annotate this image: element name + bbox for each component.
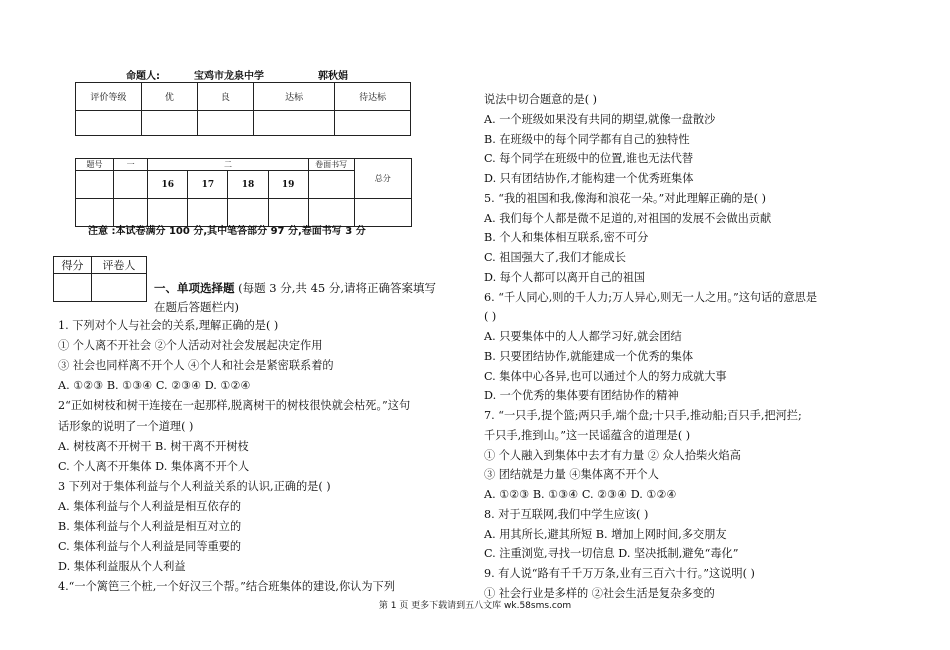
grade-header-cell: 评价等级 — [76, 83, 142, 111]
question-line: D. 每个人都可以离开自己的祖国 — [484, 270, 646, 284]
author-label: 命题人: — [126, 71, 160, 82]
grade-table — [75, 82, 411, 136]
score-table — [75, 158, 412, 227]
score-cell: 19 — [268, 171, 308, 199]
grade-header-cell: 待达标 — [335, 83, 411, 111]
question-line: ① 个人融入到集体中去才有力量 ② 众人拾柴火焰高 — [484, 448, 741, 462]
grader-score-label: 得分 — [54, 257, 92, 274]
exam-note: 注意 :本试卷满分 100 分,其中笔答部分 97 分,卷面书写 3 分 — [88, 226, 366, 237]
score-cell — [114, 171, 148, 199]
question-line: A. 我们每个人都是微不足道的,对祖国的发展不会做出贡献 — [484, 211, 772, 225]
question-line: A. 用其所长,避其所短 B. 增加上网时间,多交朋友 — [484, 527, 727, 541]
question-line: 1. 下列对个人与社会的关系,理解正确的是( ) — [58, 319, 279, 332]
question-line: D. 一个优秀的集体要有团结协作的精神 — [484, 389, 679, 403]
page-footer: 第 1 页 更多下载请到五八文库 wk.58sms.com — [378, 601, 572, 611]
score-cell: 17 — [188, 171, 228, 199]
score-cell: 18 — [228, 171, 268, 199]
question-line: 2“正如树枝和树干连接在一起那样,脱离树干的树枝很快就会枯死。”这句 — [58, 399, 411, 413]
grader-box — [53, 256, 147, 302]
question-line: C. 每个同学在班级中的位置,谁也无法代替 — [484, 152, 694, 166]
question-line: 8. 对于互联网,我们中学生应该( ) — [484, 507, 649, 521]
question-line: A. ①②③ B. ①③④ C. ②③④ D. ①②④ — [58, 379, 251, 393]
question-line: B. 在班级中的每个同学都有自己的独特性 — [484, 132, 690, 146]
question-line: C. 集体中心各异,也可以通过个人的努力成就大事 — [484, 369, 727, 383]
question-line: A. ①②③ B. ①③④ C. ②③④ D. ①②④ — [484, 488, 677, 501]
grader-cell — [91, 274, 146, 302]
question-line: 4.“一个篱笆三个桩,一个好汉三个帮。”结合班集体的建设,你认为下列 — [58, 580, 395, 594]
grade-cell — [76, 111, 142, 136]
question-line: ① 个人离不开社会 ②个人活动对社会发展起决定作用 — [58, 339, 323, 353]
question-line: B. 个人和集体相互联系,密不可分 — [484, 231, 649, 245]
question-line: C. 个人离不开集体 D. 集体离不开个人 — [58, 459, 250, 473]
grade-cell — [253, 111, 334, 136]
grader-label: 评卷人 — [91, 257, 146, 274]
question-line: C. 祖国强大了,我们才能成长 — [484, 251, 626, 264]
grade-header-cell: 达标 — [253, 83, 334, 111]
question-line: D. 只有团结协作,才能构建一个优秀班集体 — [484, 172, 694, 185]
question-line: C. 注重浏览,寻找一切信息 D. 坚决抵制,避免“毒化” — [484, 547, 739, 561]
question-line: 5. “我的祖国和我,像海和浪花一朵。”对此理解正确的是( ) — [484, 191, 767, 205]
author-name: 郭秋娟 — [318, 71, 348, 82]
score-header-cell: 一 — [114, 159, 148, 171]
question-line: 千只手,推到山。”这一民谣蕴含的道理是( ) — [484, 428, 691, 442]
question-line: ( ) — [484, 310, 497, 324]
question-line: A. 一个班级如果没有共同的期望,就像一盘散沙 — [484, 112, 716, 126]
question-line: 3 下列对于集体利益与个人利益关系的认识,正确的是( ) — [58, 479, 331, 493]
section-desc: (每题 3 分,共 45 分,请将正确答案填写 — [238, 281, 437, 295]
question-line: 说法中切合题意的是( ) — [484, 93, 597, 106]
question-line: A. 树枝离不开树干 B. 树干离不开树枝 — [58, 439, 249, 453]
question-line: B. 只要团结协作,就能建成一个优秀的集体 — [484, 349, 694, 363]
school-name: 宝鸡市龙泉中学 — [194, 71, 264, 82]
score-header-cell: 总分 — [354, 159, 411, 199]
score-cell: 16 — [148, 171, 188, 199]
question-line: 9. 有人说“路有千千万万条,业有三百六十行。”这说明( ) — [484, 567, 755, 580]
question-line: A. 只要集体中的人人都学习好,就会团结 — [484, 330, 682, 343]
question-line: ① 社会行业是多样的 ②社会生活是复杂多变的 — [484, 586, 715, 600]
grade-header-cell: 优 — [141, 83, 197, 111]
score-header-cell: 二 — [148, 159, 309, 171]
question-line: D. 集体利益服从个人利益 — [58, 560, 186, 574]
section-title: 一、单项选择题 — [154, 281, 235, 295]
grade-cell — [197, 111, 253, 136]
score-header-cell: 卷面书写 — [308, 159, 354, 171]
grade-cell — [335, 111, 411, 136]
question-line: 7. “一只手,提个篮;两只手,端个盘;十只手,推动船;百只手,把河拦; — [484, 409, 802, 422]
question-line: ③ 社会也同样离不开个人 ④个人和社会是紧密联系着的 — [58, 359, 334, 373]
grade-cell — [141, 111, 197, 136]
score-cell — [76, 171, 114, 199]
question-line: A. 集体利益与个人利益是相互依存的 — [58, 499, 242, 513]
question-line: 6. “千人同心,则的千人力;万人异心,则无一人之用。”这句话的意思是 — [484, 290, 818, 304]
score-header-cell: 题号 — [76, 159, 114, 171]
grader-score-cell — [54, 274, 92, 302]
question-line: ③ 团结就是力量 ④集体离不开个人 — [484, 468, 659, 482]
question-line: C. 集体利益与个人利益是同等重要的 — [58, 540, 242, 554]
grade-header-cell: 良 — [197, 83, 253, 111]
score-cell — [308, 171, 354, 199]
section-heading — [154, 280, 436, 296]
section-desc-line2: 在题后答题栏内) — [154, 300, 239, 314]
question-line: B. 集体利益与个人利益是相互对立的 — [58, 520, 242, 533]
question-line: 话形象的说明了一个道理( ) — [58, 419, 194, 433]
